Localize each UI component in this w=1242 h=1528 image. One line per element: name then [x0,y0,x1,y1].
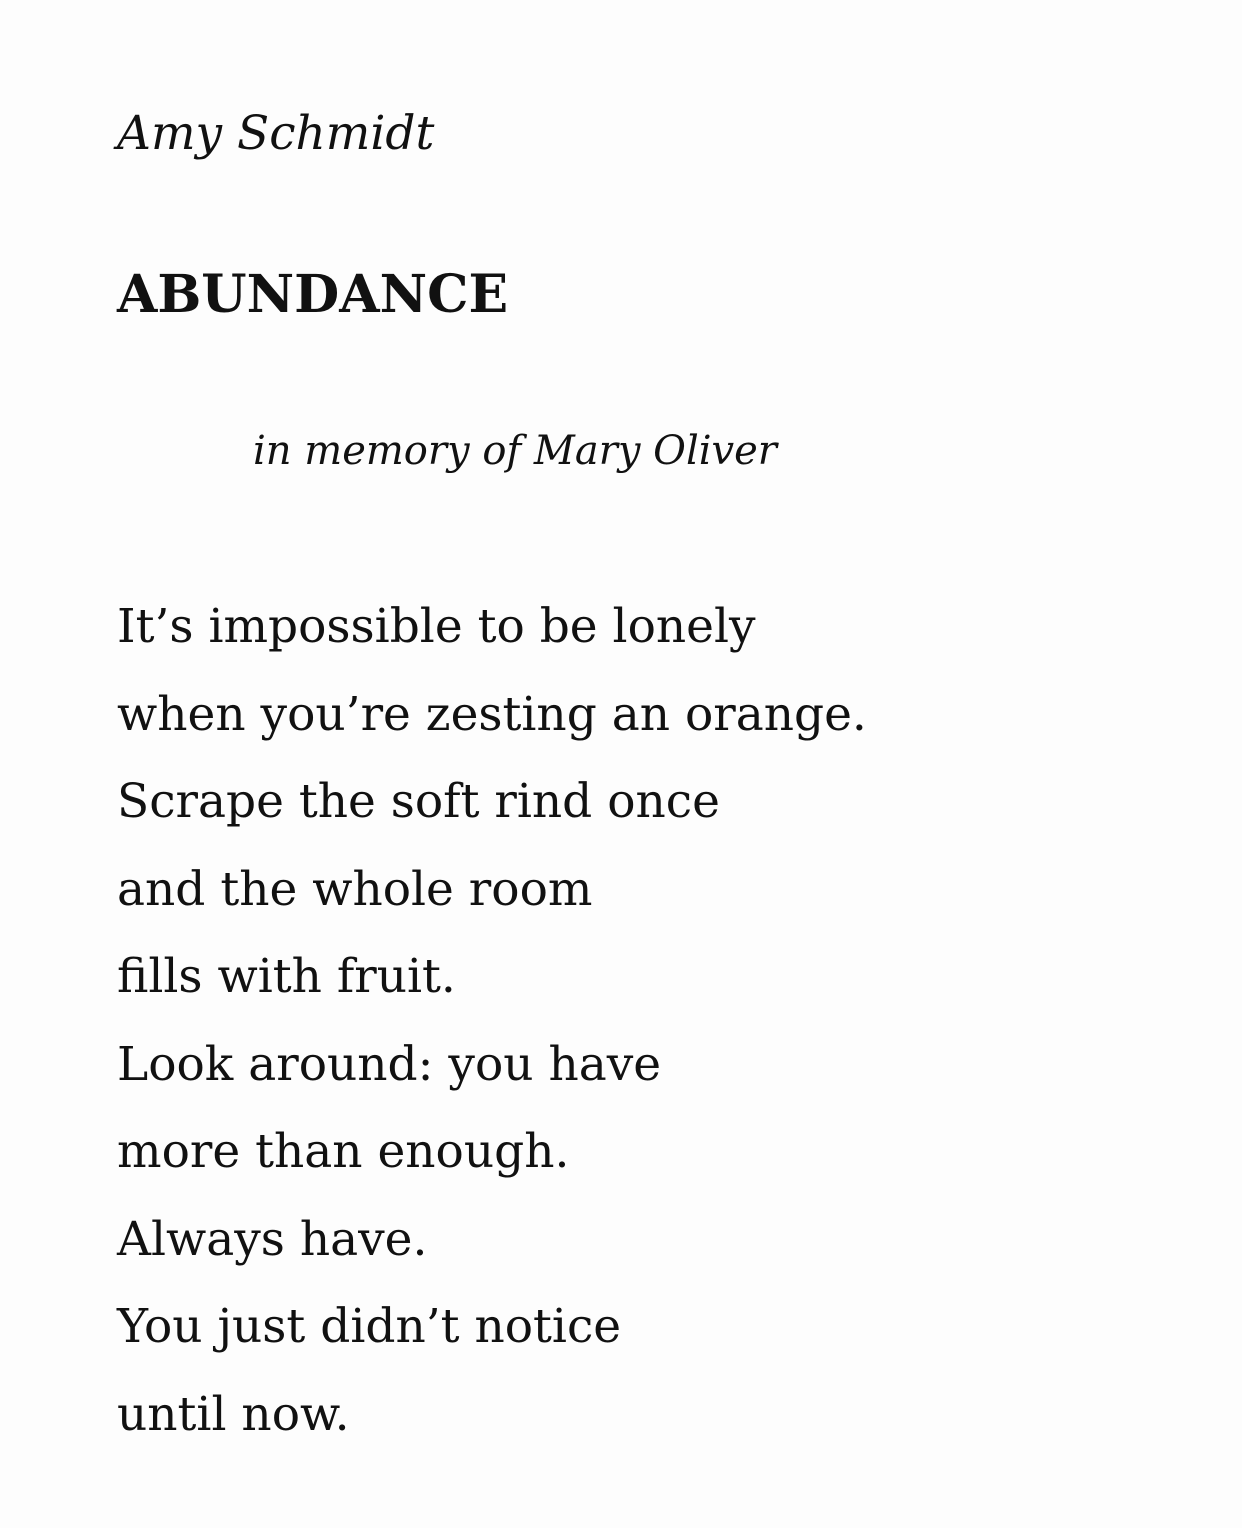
poem-line: fills with fruit. [117,949,456,1004]
poem-line: and the whole room [117,861,593,917]
poem-line: until now. [117,1386,350,1442]
poem-line: It’s impossible to be lonely [117,599,756,654]
poem-line: Scrape the soft rind once [117,774,720,829]
poem-line: Look around: you have [117,1036,662,1092]
poem-author: Amy Schmidt [117,106,435,161]
poem-title: ABUNDANCE [117,264,509,325]
poem-body [117,583,867,1458]
poem-line: more than enough. [117,1124,570,1179]
poem-line: Always have. [117,1211,428,1267]
poem-line: You just didn’t notice [117,1299,622,1354]
poem-dedication: in memory of Mary Oliver [253,428,777,474]
poem-line: when you’re zesting an orange. [117,686,867,742]
